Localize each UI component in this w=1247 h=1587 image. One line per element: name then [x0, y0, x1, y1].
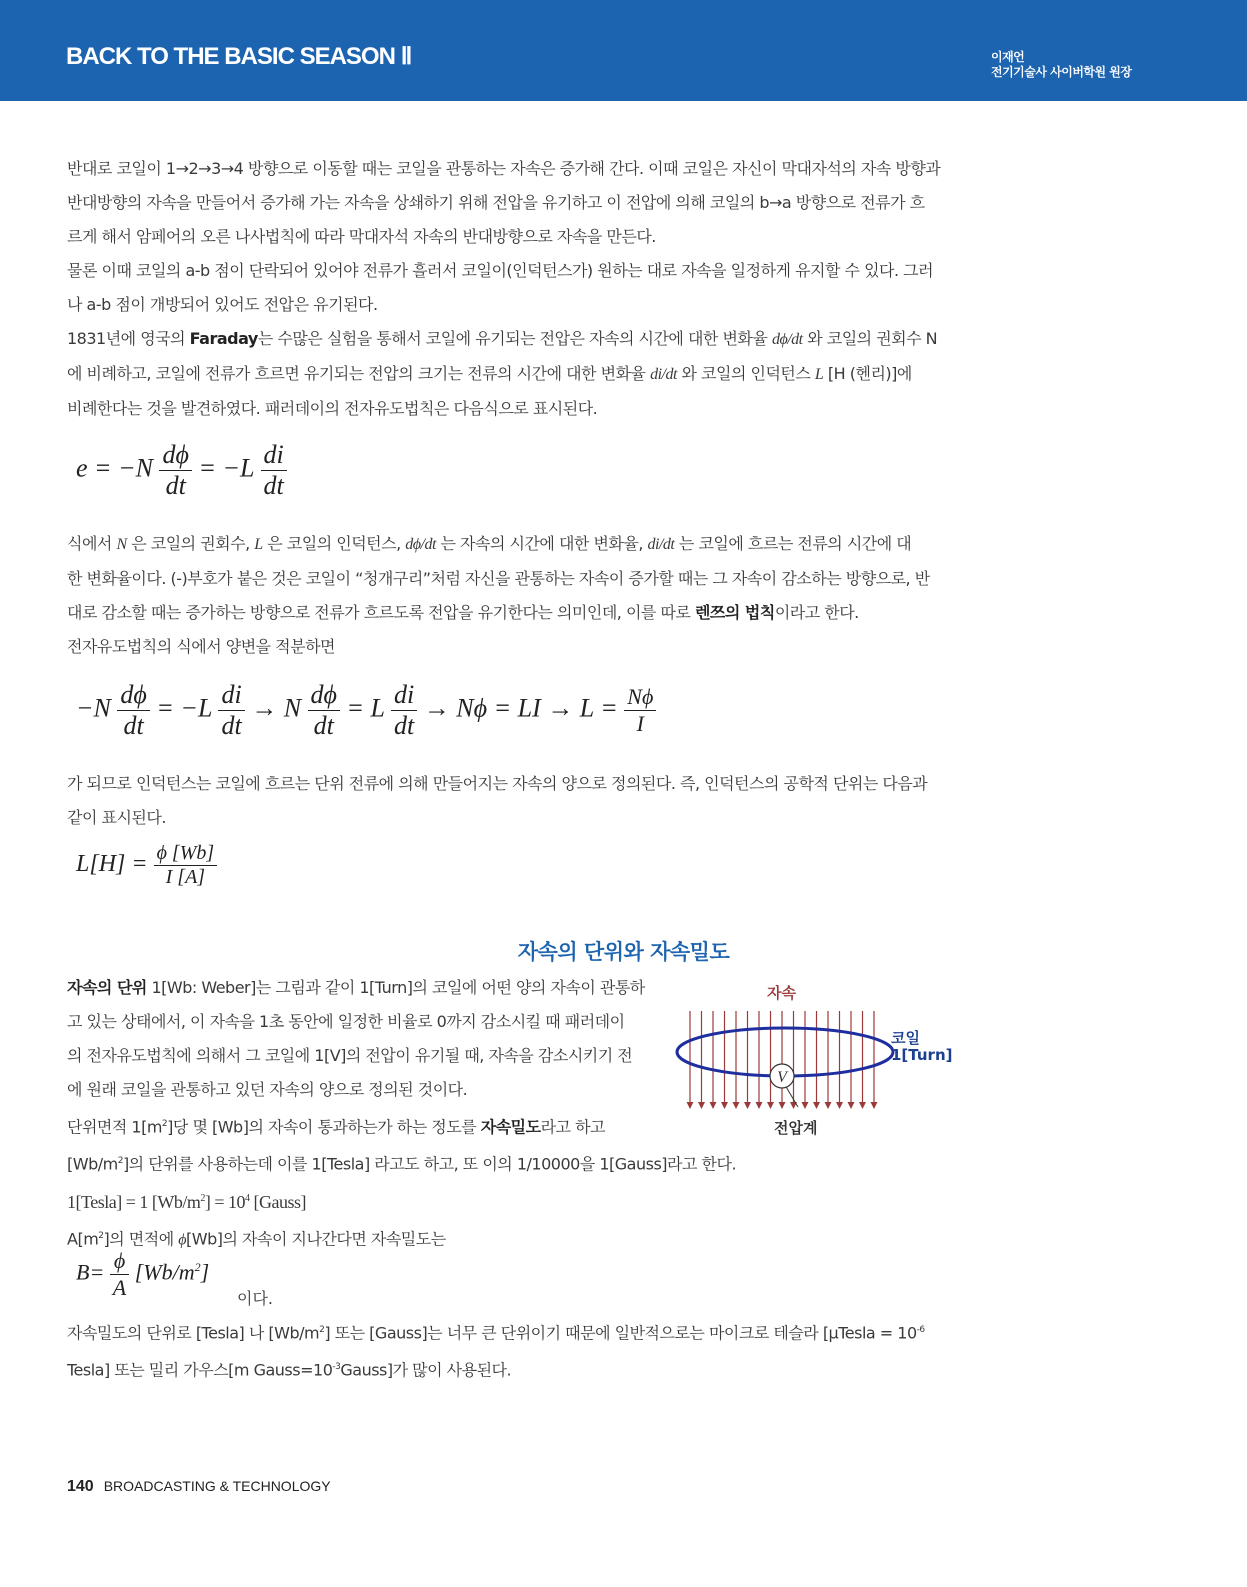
coil-label: 코일: [891, 1029, 920, 1047]
text-line: 1[Tesla] = 1 $[Wb/m^2] = 10^4$ [Gauss]: [67, 1191, 307, 1212]
equation-inductance: L[H] = $\frac{\phi [Wb]}{I [A]}$: [76, 842, 217, 889]
flux-lines: [687, 1011, 878, 1109]
author-name: 이재언: [991, 50, 1025, 64]
paragraph-1: [67, 152, 967, 254]
section-heading: 자속의 단위와 자속밀도: [517, 940, 730, 964]
flux-arrowhead: [859, 1102, 866, 1109]
text-line: 에 원래 코일을 관통하고 있던 자속의 양으로 정의된 것이다.: [67, 1080, 468, 1099]
flux-arrowhead: [744, 1102, 751, 1109]
flux-arrowhead: [813, 1102, 820, 1109]
page-header: [0, 0, 1247, 101]
series-title: BACK TO THE BASIC SEASON Ⅱ: [66, 43, 412, 70]
section-body-2: [67, 1313, 967, 1388]
equation-faraday: e = −N $\frac{d\phi}{dt}$ = −L $\frac{di}{dt}$: [76, 440, 287, 501]
flux-label: 자속: [767, 984, 796, 1002]
text-line: 자속의 단위 1[Wb: Weber]는 그림과 같이 1[Turn]의 코일에 어떤 양의 자속이 관통하: [67, 978, 645, 997]
flux-arrowhead: [825, 1102, 832, 1109]
flux-arrowhead: [779, 1102, 786, 1109]
flux-arrowhead: [767, 1102, 774, 1109]
article-body-3: [67, 767, 967, 835]
magazine-name: BROADCASTING & TECHNOLOGY: [103, 1478, 331, 1494]
flux-coil-figure: [660, 975, 960, 1145]
flux-arrowhead: [871, 1102, 878, 1109]
text-line: 반대방향의 자속을 만들어서 증가해 가는 자속을 상쇄하기 위해 전압을 유기하고 이 전압에 의해 코일의 b→a 방향으로 전류가 흐: [67, 193, 925, 212]
flux-arrowhead: [733, 1102, 740, 1109]
flux-arrowhead: [802, 1102, 809, 1109]
paragraph-5: [67, 767, 967, 835]
flux-arrowhead: [836, 1102, 843, 1109]
equation-tail-text: 이다.: [237, 1289, 273, 1308]
text-line: 대로 감소할 때는 증가하는 방향으로 전류가 흐르도록 전압을 유기한다는 의미인데, 이를 따로 렌쯔의 법칙이라고 한다.: [67, 603, 859, 622]
text-line: 한 변화율이다. (-)부호가 붙은 것은 코일이 “청개구리”처럼 자신을 관통하는 자속이 증가할 때는 그 자속이 감소하는 방향으로, 반: [67, 569, 930, 588]
flux-arrowhead: [756, 1102, 763, 1109]
text-line: 자속밀도의 단위로 [Tesla] 나 $[Wb/m^2]$ 또는 [Gauss]는 너무 큰 단위이기 때문에 일반적으로는 마이크로 테슬라 [μTesla = $10^{-6}$: [67, 1323, 925, 1343]
turn-label: 1[Turn]: [891, 1046, 953, 1064]
equation-integrated: −N $\frac{d\phi}{dt}$ = −L $\frac{di}{dt}$ → N $\frac{d\phi}{dt}$ = L $\frac{di}{dt}$ → Nϕ = LI → L = $\frac{N\phi}{I}$: [76, 680, 656, 741]
author-title: 전기기술사 사이버학원 원장: [991, 65, 1132, 79]
paragraph-2: [67, 254, 967, 322]
flux-arrowhead: [687, 1102, 694, 1109]
text-line: 식에서 N 은 코일의 권회수, L 은 코일의 인덕턴스, dϕ/dt 는 자속의 시간에 대한 변화율, di/dt 는 코일에 흐르는 전류의 시간에 대: [67, 534, 912, 553]
page-number: 140: [67, 1478, 94, 1495]
paragraph-4: [67, 527, 967, 664]
text-line: 르게 해서 암페어의 오른 나사법칙에 따라 막대자석 자속의 반대방향으로 자속을 만든다.: [67, 227, 656, 246]
text-line: 고 있는 상태에서, 이 자속을 1초 동안에 일정한 비율로 0까지 감소시킬 때 패러데이: [67, 1012, 625, 1031]
text-line: 반대로 코일이 1→2→3→4 방향으로 이동할 때는 코일을 관통하는 자속은 증가해 간다. 이때 코일은 자신이 막대자석의 자속 방향과: [67, 159, 941, 178]
text-line: 물론 이때 코일의 a-b 점이 단락되어 있어야 전류가 흘러서 코일이(인덕턴스가) 원하는 대로 자속을 일정하게 유지할 수 있다. 그러: [67, 261, 934, 280]
flux-arrowhead: [721, 1102, 728, 1109]
author-info: [991, 50, 1131, 80]
text-line: 나 a-b 점이 개방되어 있어도 전압은 유기된다.: [67, 295, 378, 314]
text-line: 에 비례하고, 코일에 전류가 흐르면 유기되는 전압의 크기는 전류의 시간에 대한 변화율 di/dt 와 코일의 인덕턴스 L [H (헨리)]에: [67, 364, 912, 383]
text-line: 전자유도법칙의 식에서 양변을 적분하면: [67, 637, 336, 656]
text-line: 의 전자유도법칙에 의해서 그 코일에 1[V]의 전압이 유기될 때, 자속을 감소시키기 전: [67, 1046, 633, 1065]
text-line: $[Wb/m^2]$의 단위를 사용하는데 이를 1[Tesla] 라고도 하고, 또 이의 1/10000을 1[Gauss]라고 한다.: [67, 1154, 737, 1174]
voltmeter-label: 전압계: [774, 1119, 818, 1137]
closing-paragraph: [67, 1313, 967, 1388]
flux-arrowhead: [710, 1102, 717, 1109]
text-line: Tesla] 또는 밀리 가우스[m $Gauss=10^{-3}Gauss$]가 많이 사용된다.: [67, 1360, 512, 1380]
text-line: $A[m^2]$의 면적에 ϕ[Wb]의 자속이 지나간다면 자속밀도는: [67, 1228, 446, 1248]
text-line: 1831년에 영국의 Faraday는 수많은 실험을 통해서 코일에 유기되는 전압은 자속의 시간에 대한 변화율 dϕ/dt 와 코일의 권회수 N: [67, 329, 938, 348]
paragraph-3: [67, 322, 967, 426]
article-body: [67, 152, 967, 426]
text-line: 같이 표시된다.: [67, 808, 166, 827]
text-line: 단위면적 $1[m^2]$당 몇 [Wb]의 자속이 통과하는가 하는 정도를 자속밀도라고 하고: [67, 1117, 606, 1137]
equation-flux-density: B= $\frac{\phi}{A}$ $[Wb/m^2]$: [76, 1248, 210, 1300]
article-body-2: [67, 527, 967, 664]
text-line: 비례한다는 것을 발견하였다. 패러데이의 전자유도법칙은 다음식으로 표시된다.: [67, 399, 598, 418]
flux-arrowhead: [698, 1102, 705, 1109]
voltmeter-symbol: V: [777, 1069, 787, 1086]
page-footer: [67, 1478, 331, 1496]
text-line: 가 되므로 인덕턴스는 코일에 흐르는 단위 전류에 의해 만들어지는 자속의 양으로 정의된다. 즉, 인덕턴스의 공학적 단위는 다음과: [67, 774, 928, 793]
flux-arrowhead: [848, 1102, 855, 1109]
